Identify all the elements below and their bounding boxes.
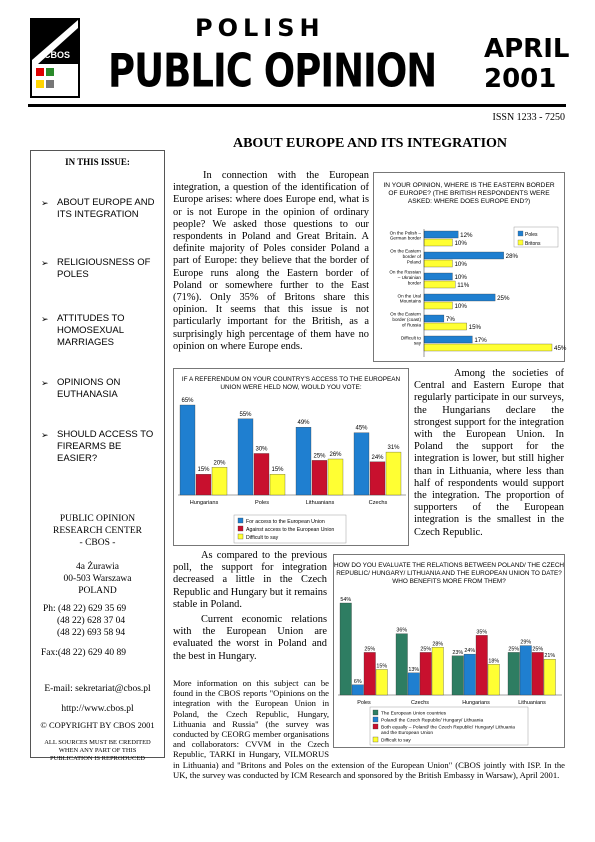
address-line: POLAND	[78, 586, 117, 596]
bar	[424, 231, 458, 238]
address-line: 00-503 Warszawa	[63, 574, 132, 584]
category-label: border	[407, 280, 421, 286]
issn: ISSN 1233 - 7250	[492, 112, 565, 123]
data-label: 7%	[445, 316, 455, 323]
category-label: Lithuanians	[518, 700, 546, 706]
bar	[312, 460, 327, 495]
data-label: 25%	[420, 646, 432, 653]
chart-title: REPUBLIC/ HUNGARY/ LITHUANIA AND THE EUROPEAN UNION TO DATE?	[336, 569, 562, 577]
article-paragraph-2: Among the societies of Central and Eastern Europe that regularly participate in our surveys, the Hungarians declare the strongest support for the integration with the European Union. In Poland the support for the integration is lower, but still higher than in Lithuania, where less than half of respondents would support the integration. The proportion of supporters of the European integration is the smallest in the Czech Republic.	[414, 368, 564, 538]
bullet-icon: ➢	[41, 314, 49, 324]
legend-swatch	[238, 526, 243, 531]
data-label: 21%	[544, 653, 556, 660]
chart-title: IF A REFERENDUM ON YOUR COUNTRY'S ACCESS TO THE EUROPEAN	[181, 376, 401, 383]
data-label: 15%	[376, 663, 388, 670]
logo-graphic	[32, 20, 78, 96]
data-label: 35%	[476, 629, 488, 636]
data-label: 25%	[532, 646, 544, 653]
data-label: 25%	[508, 646, 520, 653]
phones	[43, 603, 163, 639]
data-label: 65%	[181, 398, 194, 404]
bar	[424, 260, 452, 267]
legend-label: Poland/ the Czech Republic/ Hungary/ Lithuania	[381, 718, 484, 724]
legend-label: Against access to the European Union	[246, 527, 335, 533]
data-label: 10%	[454, 274, 467, 281]
data-label: 45%	[554, 345, 567, 352]
article-note-text: More information on this subject can be found in the CBOS reports "Opinions on the integration with the European Union in Poland, the Czech Republic, Hungary, Lithuania and Russia" (the survey was conducted by CEORG member organisations and collaborators: CVVM in the Czech Republic, TARKI in Hungary, VILMORUS in Lithuania) and "Britons and Poles on the extension of the European Union" (CBOS jointly with ISP. In the UK, the survey was conducted by ICM Research and sponsored by the British Embassy in Warsaw), April 2001.	[173, 678, 565, 780]
bullet-icon: ➢	[41, 430, 49, 440]
research-center	[31, 513, 164, 549]
bar	[424, 323, 467, 330]
data-label: 30%	[255, 446, 268, 453]
bar	[254, 453, 269, 495]
data-label: 10%	[454, 261, 467, 268]
legend-label: Difficult to say	[381, 738, 411, 744]
category-label: Czechs	[411, 700, 429, 706]
legend-label: Both equally – Poland/ the Czech Republic/ Hungary/ Lithuania	[381, 725, 515, 731]
bar	[196, 474, 211, 495]
bar	[180, 405, 195, 495]
address	[31, 561, 164, 597]
category-label: On the Eastern	[390, 311, 421, 317]
bar	[424, 344, 552, 351]
article-headline: ABOUT EUROPE AND ITS INTEGRATION	[232, 136, 508, 151]
phone: (48 22) 628 37 04	[57, 616, 126, 626]
data-label: 15%	[197, 467, 210, 474]
chart-title: IN YOUR OPINION, WHERE IS THE EASTERN BORDER	[383, 182, 555, 189]
category-label: On the Ural	[397, 293, 421, 299]
data-label: 45%	[355, 425, 368, 432]
chart-title: OF EUROPE? (THE BRITISH RESPONDENTS WERE	[388, 190, 550, 198]
chart-title: WHO BENEFITS MORE FROM THEM?	[392, 577, 506, 585]
phone: Ph: (48 22) 629 35 69	[43, 604, 127, 614]
article-paragraph-3: As compared to the previous poll, the support for integration decreased a little in the Czech Republic and Hungary but it remains stable in Poland.	[173, 550, 327, 610]
data-label: 12%	[460, 232, 473, 239]
bullet-icon: ➢	[41, 258, 49, 268]
bar	[328, 459, 343, 495]
sidebar-heading: IN THIS ISSUE:	[65, 157, 130, 167]
bar	[386, 452, 401, 495]
category-label: Poles	[255, 500, 269, 506]
bullet-icon: ➢	[41, 198, 49, 208]
data-label: 49%	[297, 420, 310, 427]
bar	[424, 281, 455, 288]
bar	[424, 252, 504, 259]
data-label: 25%	[364, 646, 376, 653]
phone: (48 22) 693 58 94	[57, 628, 126, 638]
copyright: © COPYRIGHT BY CBOS 2001	[40, 720, 155, 730]
email-link[interactable]: E-mail: sekretariat@cbos.pl	[44, 684, 151, 694]
chart-eastern-border	[373, 172, 565, 362]
chart-eastern-border-svg	[374, 173, 567, 361]
legend-swatch	[238, 518, 243, 523]
chart-title: UNION WERE HELD NOW, WOULD YOU VOTE:	[220, 383, 362, 391]
data-label: 36%	[396, 627, 408, 634]
category-label: On the Russian	[389, 269, 421, 275]
masthead-year: 2001	[484, 64, 557, 94]
data-label: 15%	[468, 324, 482, 331]
category-label: Poland	[406, 259, 421, 265]
data-label: 13%	[408, 666, 420, 673]
bar	[424, 273, 452, 280]
legend-swatch	[238, 534, 243, 539]
bar	[424, 336, 472, 343]
bar	[424, 294, 495, 301]
chart-referendum	[173, 368, 409, 546]
legend-label: Britons	[525, 241, 541, 247]
masthead-date	[484, 34, 569, 94]
toc-item-label: RELIGIOUSNESS OF POLES	[57, 257, 151, 280]
legend-label: and the European Union	[381, 731, 434, 736]
data-label: 25%	[497, 295, 510, 302]
toc-item-label: OPINIONS ON EUTHANASIA	[57, 377, 121, 400]
category-label: border of	[402, 254, 421, 259]
bar	[238, 419, 253, 495]
masthead-kicker: POLISH	[195, 14, 325, 42]
data-label: 6%	[353, 678, 362, 685]
bar	[296, 427, 311, 495]
data-label: 15%	[271, 467, 284, 474]
legend-label: For access to the European Union	[246, 519, 325, 525]
category-label: Hungarians	[189, 500, 219, 506]
category-label: Poles	[357, 700, 371, 706]
data-label: 11%	[457, 282, 470, 289]
website-link[interactable]: http://www.cbos.pl	[61, 704, 134, 714]
bar	[424, 239, 452, 246]
legend-label: Poles	[525, 232, 538, 238]
data-label: 24%	[464, 648, 476, 655]
masthead-title: PUBLIC OPINION	[108, 44, 437, 98]
category-label: Hungarians	[462, 700, 490, 706]
category-label: – Ukrainian	[397, 275, 421, 280]
center-line: PUBLIC OPINION	[59, 514, 136, 524]
toc-item-label: ATTITUDES TO HOMOSEXUAL MARRIAGES	[57, 313, 125, 348]
center-line: - CBOS -	[79, 538, 116, 548]
data-label: 25%	[313, 453, 326, 460]
data-label: 31%	[387, 445, 400, 452]
fax: Fax:(48 22) 629 40 89	[41, 648, 126, 658]
bar	[270, 474, 285, 495]
masthead-rule	[28, 104, 566, 107]
legend-swatch	[518, 231, 523, 236]
category-label: Difficult to	[400, 335, 421, 341]
article-paragraph-1: In connection with the European integration, a question of the identification of Europe arises: where does Europe end, what is or is not Europe in the opinion of ordinary people? We asked those questions to our respondents in Poland and Great Britain. A definite majority of Poles consider Poland a part of Europe: they believe that the border of Europe runs along the Eastern border of Poland or somewhere further to the East (71%). Only 35% of Britons share this opinion. It seems that this issue is not particularly important for the British, as a surprisingly high percentage of them have no opinion on where Europe ends.	[173, 170, 369, 352]
chart-referendum-svg	[174, 369, 408, 545]
data-label: 20%	[213, 460, 226, 467]
bar	[424, 315, 444, 322]
category-label: On the Polish –	[389, 230, 421, 236]
bar	[424, 302, 452, 309]
data-label: 29%	[520, 639, 532, 646]
data-label: 26%	[329, 452, 342, 458]
category-label: On the Eastern	[390, 248, 421, 254]
data-label: 18%	[488, 658, 500, 665]
data-label: 10%	[454, 303, 467, 310]
sources-notice: ALL SOURCES MUST BE CREDITED WHEN ANY PART OF THIS PUBLICATION IS REPRODUCED	[44, 739, 151, 762]
category-label: border (coast)	[392, 317, 421, 322]
chart-title: ASKED: WHERE DOES EUROPE END?)	[407, 198, 531, 206]
data-label: 55%	[239, 411, 252, 418]
data-label: 23%	[452, 649, 464, 656]
toc-item-label: SHOULD ACCESS TO FIREARMS BE EASIER?	[57, 429, 154, 464]
category-label: Lithuanians	[305, 500, 335, 506]
data-label: 10%	[454, 240, 467, 247]
data-label: 17%	[474, 337, 487, 344]
toc-item-label: ABOUT EUROPE AND ITS INTEGRATION	[57, 197, 155, 220]
legend-label: The European Union countries	[381, 711, 447, 717]
category-label: German border	[389, 235, 421, 241]
bar	[212, 467, 227, 495]
bar	[354, 433, 369, 495]
sidebar	[30, 150, 165, 762]
bullet-icon: ➢	[41, 378, 49, 388]
center-line: RESEARCH CENTER	[53, 526, 142, 536]
data-label: 54%	[340, 597, 352, 603]
address-line: 4a Żurawia	[76, 562, 119, 572]
logo-text: CBOS	[44, 50, 71, 60]
cbos-logo	[30, 18, 80, 98]
note-wrap	[173, 678, 565, 780]
bar	[370, 462, 385, 495]
category-label: Czechs	[368, 500, 388, 506]
category-label: Mountains	[399, 298, 421, 304]
data-label: 24%	[371, 454, 384, 461]
legend-label: Difficult to say	[246, 535, 279, 541]
category-label: say	[413, 340, 421, 346]
masthead-month: APRIL	[484, 34, 570, 64]
note-float-spacer	[329, 678, 565, 750]
article-paragraph-4: Current economic relations with the European Union are evaluated the worst in Poland and the best in Hungary.	[173, 614, 327, 662]
chart-title: HOW DO YOU EVALUATE THE RELATIONS BETWEEN POLAND/ THE CZECH	[333, 562, 565, 569]
data-label: 28%	[505, 253, 519, 260]
category-label: of Russia	[401, 322, 421, 328]
data-label: 28%	[432, 641, 444, 648]
legend-swatch	[518, 240, 523, 245]
